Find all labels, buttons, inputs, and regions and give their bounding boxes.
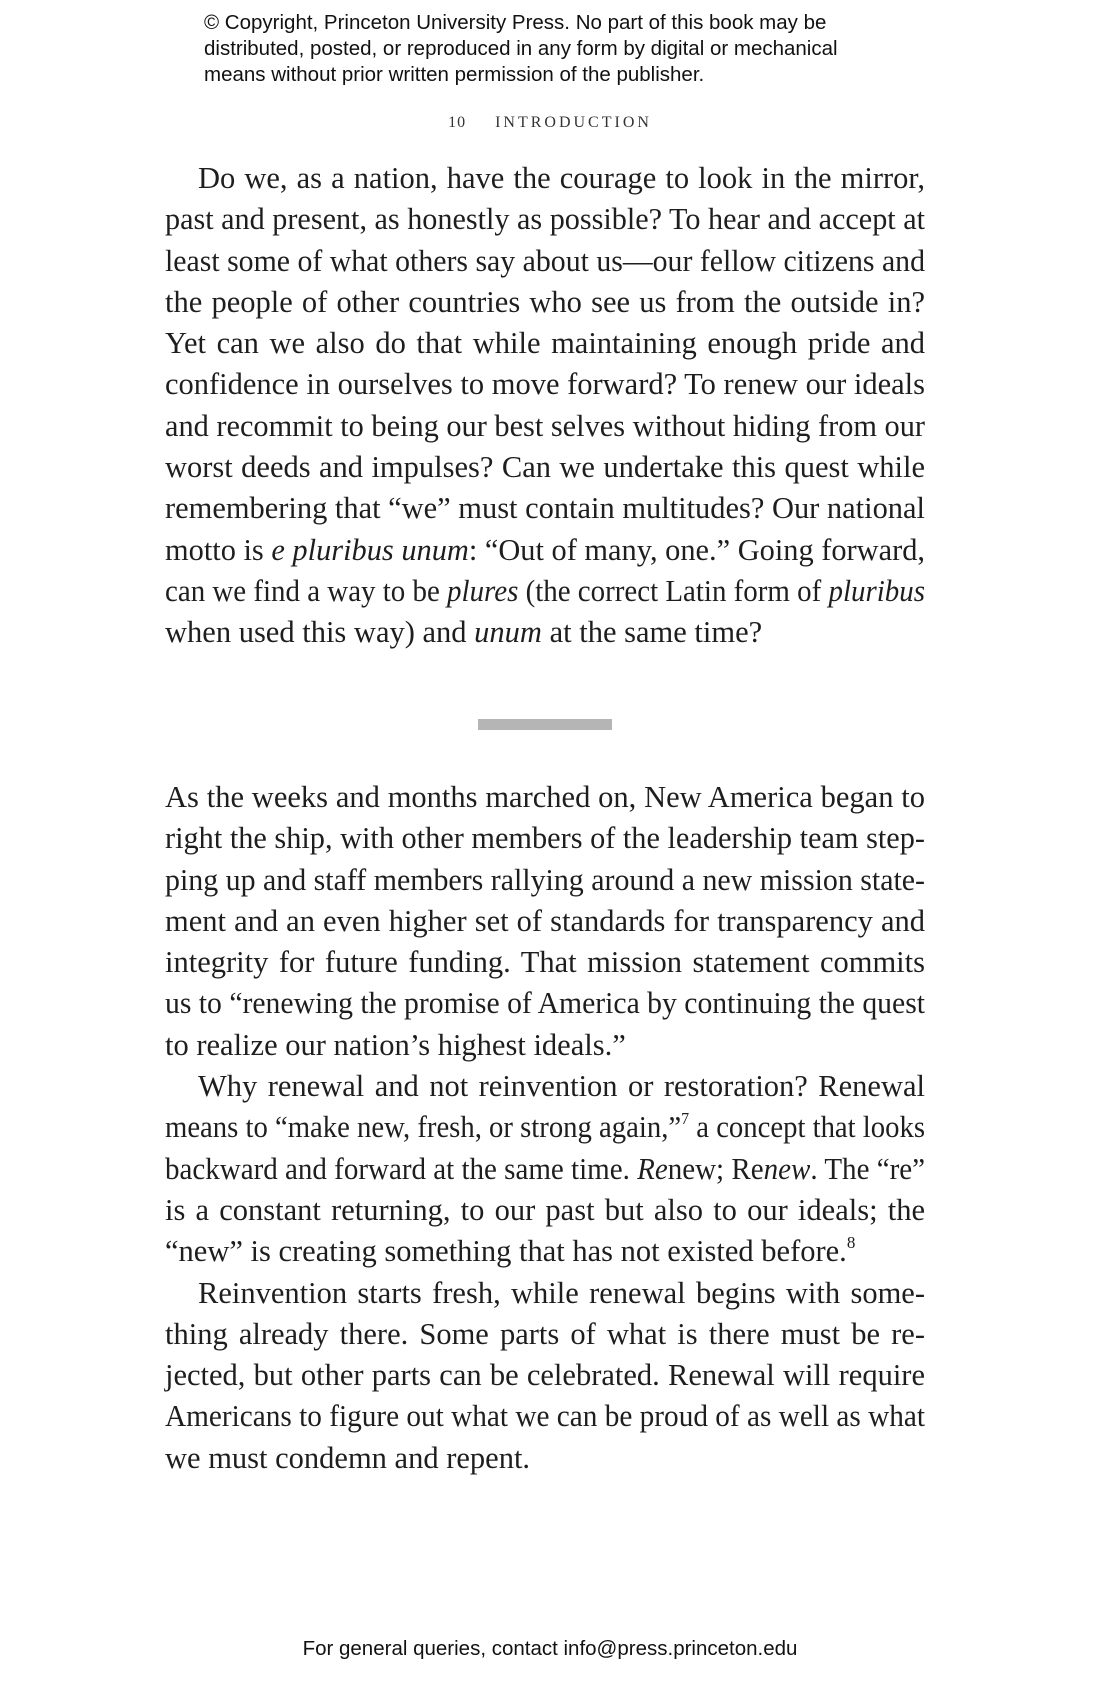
italic-text: plures xyxy=(447,573,519,608)
text-line-content xyxy=(165,1025,626,1066)
text-line xyxy=(165,1190,925,1231)
footer-contact: For general queries, contact info@press.princeton.edu xyxy=(302,1637,798,1660)
text-line xyxy=(165,406,925,447)
text-line xyxy=(165,364,925,405)
text-run: integrity for future funding. That mission statement commits xyxy=(165,945,925,980)
text-line-content xyxy=(165,983,925,1024)
text-run: new; Re xyxy=(667,1151,764,1186)
paragraph xyxy=(165,1273,925,1479)
text-line-content xyxy=(165,364,925,405)
text-line-content xyxy=(198,1066,925,1107)
text-line xyxy=(165,1066,925,1107)
text-run: Reinvention starts fresh, while renewal begins with some- xyxy=(198,1275,925,1310)
text-run: right the ship, with other members of the leadership team step- xyxy=(165,821,925,856)
text-line-content xyxy=(165,199,925,240)
text-run: Americans to figure out what we can be proud of as well as what xyxy=(165,1399,925,1434)
copyright-line: © Copyright, Princeton University Press. No part of this book may be xyxy=(204,11,827,34)
text-line xyxy=(165,1314,925,1355)
text-run: backward and forward at the same time. xyxy=(165,1151,638,1186)
body-section-1 xyxy=(165,158,925,654)
text-line-content xyxy=(165,447,925,488)
text-line xyxy=(165,942,925,983)
text-run: motto is xyxy=(165,532,272,567)
text-run: Yet can we also do that while maintaining enough pride and xyxy=(165,326,925,361)
text-run: worst deeds and impulses? Can we undertake this quest while xyxy=(165,450,925,485)
text-run: remembering that “we” must contain multitudes? Our national xyxy=(165,491,925,526)
text-line-content xyxy=(165,1190,925,1231)
text-run: past and present, as honestly as possible? To hear and accept at xyxy=(165,202,925,237)
copyright-line: distributed, posted, or reproduced in any form by digital or mechanical xyxy=(204,37,838,60)
running-head xyxy=(0,114,1100,132)
text-line xyxy=(165,1149,925,1190)
text-line-content xyxy=(165,1355,925,1396)
text-line xyxy=(165,488,925,529)
italic-text: pluribus xyxy=(828,573,925,608)
text-line xyxy=(165,1396,925,1437)
text-run: . The “re” xyxy=(810,1151,925,1186)
text-line xyxy=(165,1355,925,1396)
text-line xyxy=(165,1025,925,1066)
text-line xyxy=(165,818,925,859)
text-line xyxy=(165,1273,925,1314)
text-run: we must condemn and repent. xyxy=(165,1440,531,1475)
text-line-content xyxy=(198,1273,925,1314)
italic-text: e pluribus unum xyxy=(271,532,469,567)
text-line xyxy=(165,860,925,901)
text-line-content xyxy=(165,1438,530,1479)
text-line xyxy=(165,447,925,488)
text-run: least some of what others say about us—our fellow citizens and xyxy=(165,243,925,278)
paragraph xyxy=(165,777,925,1066)
page-number: 10 xyxy=(448,114,467,131)
text-line-content xyxy=(165,860,925,901)
text-run: (the correct Latin form of xyxy=(518,573,829,608)
text-run: when used this way) and xyxy=(165,615,475,650)
text-line xyxy=(165,983,925,1024)
text-line-content xyxy=(165,406,925,447)
text-line-content xyxy=(165,942,925,983)
text-line-content xyxy=(198,158,925,199)
italic-text: Re xyxy=(637,1151,668,1186)
footnote-ref: 7 xyxy=(681,1109,690,1129)
text-run: a concept that looks xyxy=(689,1110,925,1145)
text-line xyxy=(165,1107,925,1148)
text-line xyxy=(165,1438,925,1479)
text-run: As the weeks and months marched on, New America began to xyxy=(165,780,925,814)
copyright-notice xyxy=(204,10,1024,88)
text-line-content xyxy=(165,1314,925,1355)
text-run: thing already there. Some parts of what is there must be re- xyxy=(165,1316,925,1351)
copyright-line: means without prior written permission of the publisher. xyxy=(204,63,705,86)
text-line-content xyxy=(165,282,925,323)
text-run: is a constant returning, to our past but also to our ideals; the xyxy=(165,1192,925,1227)
text-line-content xyxy=(165,612,762,653)
italic-text: new xyxy=(763,1151,811,1186)
text-line-content xyxy=(165,1231,855,1272)
text-run: “new” is creating something that has not existed before. xyxy=(165,1234,847,1269)
text-run: and recommit to being our best selves without hiding from our xyxy=(165,408,925,443)
text-run: at the same time? xyxy=(541,615,763,650)
text-line xyxy=(165,777,925,818)
paragraph xyxy=(165,158,925,654)
text-line xyxy=(165,158,925,199)
text-line-content xyxy=(165,1396,925,1437)
text-line xyxy=(165,199,925,240)
body-section-2 xyxy=(165,777,925,1479)
text-line xyxy=(165,612,925,653)
italic-text: unum xyxy=(474,615,542,650)
text-run: ping up and staff members rallying around a new mission state- xyxy=(165,862,925,897)
text-line-content xyxy=(165,488,925,529)
footnote-ref: 8 xyxy=(846,1233,856,1253)
text-line xyxy=(165,241,925,282)
text-line-content xyxy=(165,571,925,612)
text-run: Do we, as a nation, have the courage to look in the mirror, xyxy=(198,161,925,195)
text-line-content xyxy=(165,530,925,571)
text-run: : “Out of many, one.” Going forward, xyxy=(468,532,925,567)
text-line xyxy=(165,571,925,612)
text-line xyxy=(165,282,925,323)
text-run: Why renewal and not reinvention or restoration? Renewal xyxy=(198,1069,925,1104)
text-run: jected, but other parts can be celebrated. Renewal will require xyxy=(165,1358,925,1393)
paragraph xyxy=(165,1066,925,1272)
text-run: to realize our nation’s highest ideals.” xyxy=(165,1027,626,1062)
text-line xyxy=(165,530,925,571)
text-line-content xyxy=(165,1107,925,1148)
text-line xyxy=(165,1231,925,1272)
text-run: ment and an even higher set of standards for transparency and xyxy=(165,903,925,938)
text-line-content xyxy=(165,1149,925,1190)
text-line-content xyxy=(165,901,925,942)
text-line-content xyxy=(165,777,925,818)
text-line-content xyxy=(165,323,925,364)
text-run: us to “renewing the promise of America by continuing the quest xyxy=(165,986,925,1021)
section-break-rule xyxy=(478,719,612,730)
text-line xyxy=(165,323,925,364)
text-line-content xyxy=(165,818,925,859)
text-line-content xyxy=(165,241,925,282)
text-run: means to “make new, fresh, or strong again,” xyxy=(165,1110,682,1145)
text-run: can we find a way to be xyxy=(165,573,448,608)
chapter-title: INTRODUCTION xyxy=(495,114,652,131)
text-run: the people of other countries who see us from the outside in? xyxy=(165,284,925,319)
text-run: confidence in ourselves to move forward? To renew our ideals xyxy=(165,367,925,402)
text-line xyxy=(165,901,925,942)
